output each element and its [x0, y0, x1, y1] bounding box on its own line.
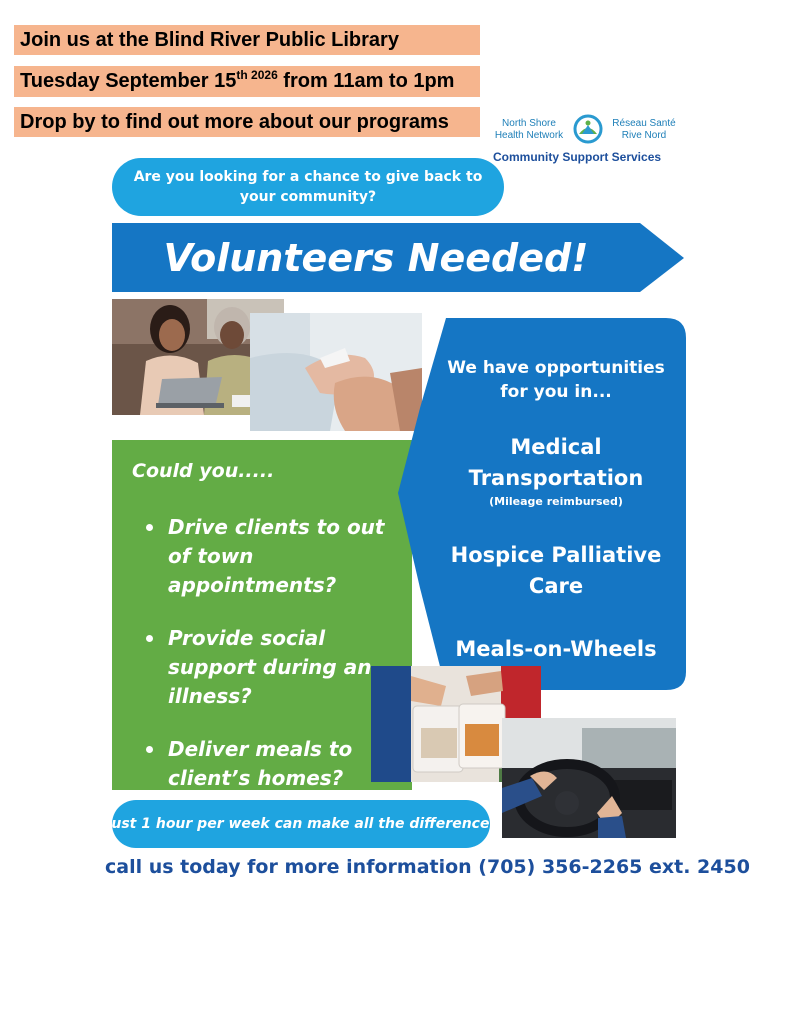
- could-you-heading: Could you.....: [132, 460, 275, 482]
- logo: [490, 112, 690, 168]
- logo-en-line1: North Shore: [502, 118, 556, 129]
- banner-programs: Drop by to find out more about our programs: [14, 107, 480, 137]
- could-you-panel: [112, 440, 412, 790]
- banner-location: Join us at the Blind River Public Library: [14, 25, 480, 55]
- list-item: [146, 735, 386, 793]
- logo-emblem-icon: [573, 114, 603, 144]
- opportunity-meals-on-wheels: Meals-on-Wheels: [455, 637, 657, 661]
- pill-one-hour-text: Just 1 hour per week can make all the difference!: [106, 816, 496, 832]
- banner-time-text: from 11am to 1pm: [277, 70, 455, 92]
- opportunity-hospice: Hospice Palliative Care: [450, 543, 662, 598]
- pill-give-back-text: Are you looking for a chance to give back to your community?: [133, 169, 483, 205]
- opportunity-mileage-note: (Mileage reimbursed): [489, 495, 623, 508]
- logo-text-english: [490, 118, 568, 142]
- opportunities-intro: We have opportunities for you in...: [447, 358, 665, 402]
- list-item-text: Deliver meals to client’s homes?: [168, 737, 353, 790]
- photo-driving: [502, 718, 676, 838]
- pill-give-back: [112, 158, 504, 216]
- list-item: [146, 513, 386, 600]
- list-item-text: Provide social support during an illness?: [168, 626, 372, 708]
- logo-fr-line1: Réseau Santé: [612, 118, 676, 129]
- contact-line: call us today for more information (705) 356-2265 ext. 2450: [105, 856, 750, 878]
- opportunity-medical-transportation: Medical Transportation: [468, 435, 644, 490]
- bullet-icon: [146, 635, 153, 642]
- bullet-icon: [146, 746, 153, 753]
- banner-date-sup: th 2026: [236, 68, 278, 82]
- photo-holding-hands: [250, 313, 422, 431]
- logo-en-line2: Health Network: [494, 130, 564, 141]
- logo-text-french: [606, 118, 682, 142]
- pill-one-hour: [106, 800, 496, 848]
- banner-date-text: Tuesday September 15: [20, 70, 237, 92]
- logo-subtitle: Community Support Services: [493, 150, 662, 164]
- list-item-text: Drive clients to out of town appointments?: [168, 515, 385, 597]
- list-item: [146, 624, 386, 711]
- could-you-list: [146, 513, 386, 817]
- headline: Volunteers Needed!: [163, 236, 589, 280]
- bullet-icon: [146, 524, 153, 531]
- logo-fr-line2: Rive Nord: [621, 130, 667, 141]
- banner-date: [14, 66, 480, 97]
